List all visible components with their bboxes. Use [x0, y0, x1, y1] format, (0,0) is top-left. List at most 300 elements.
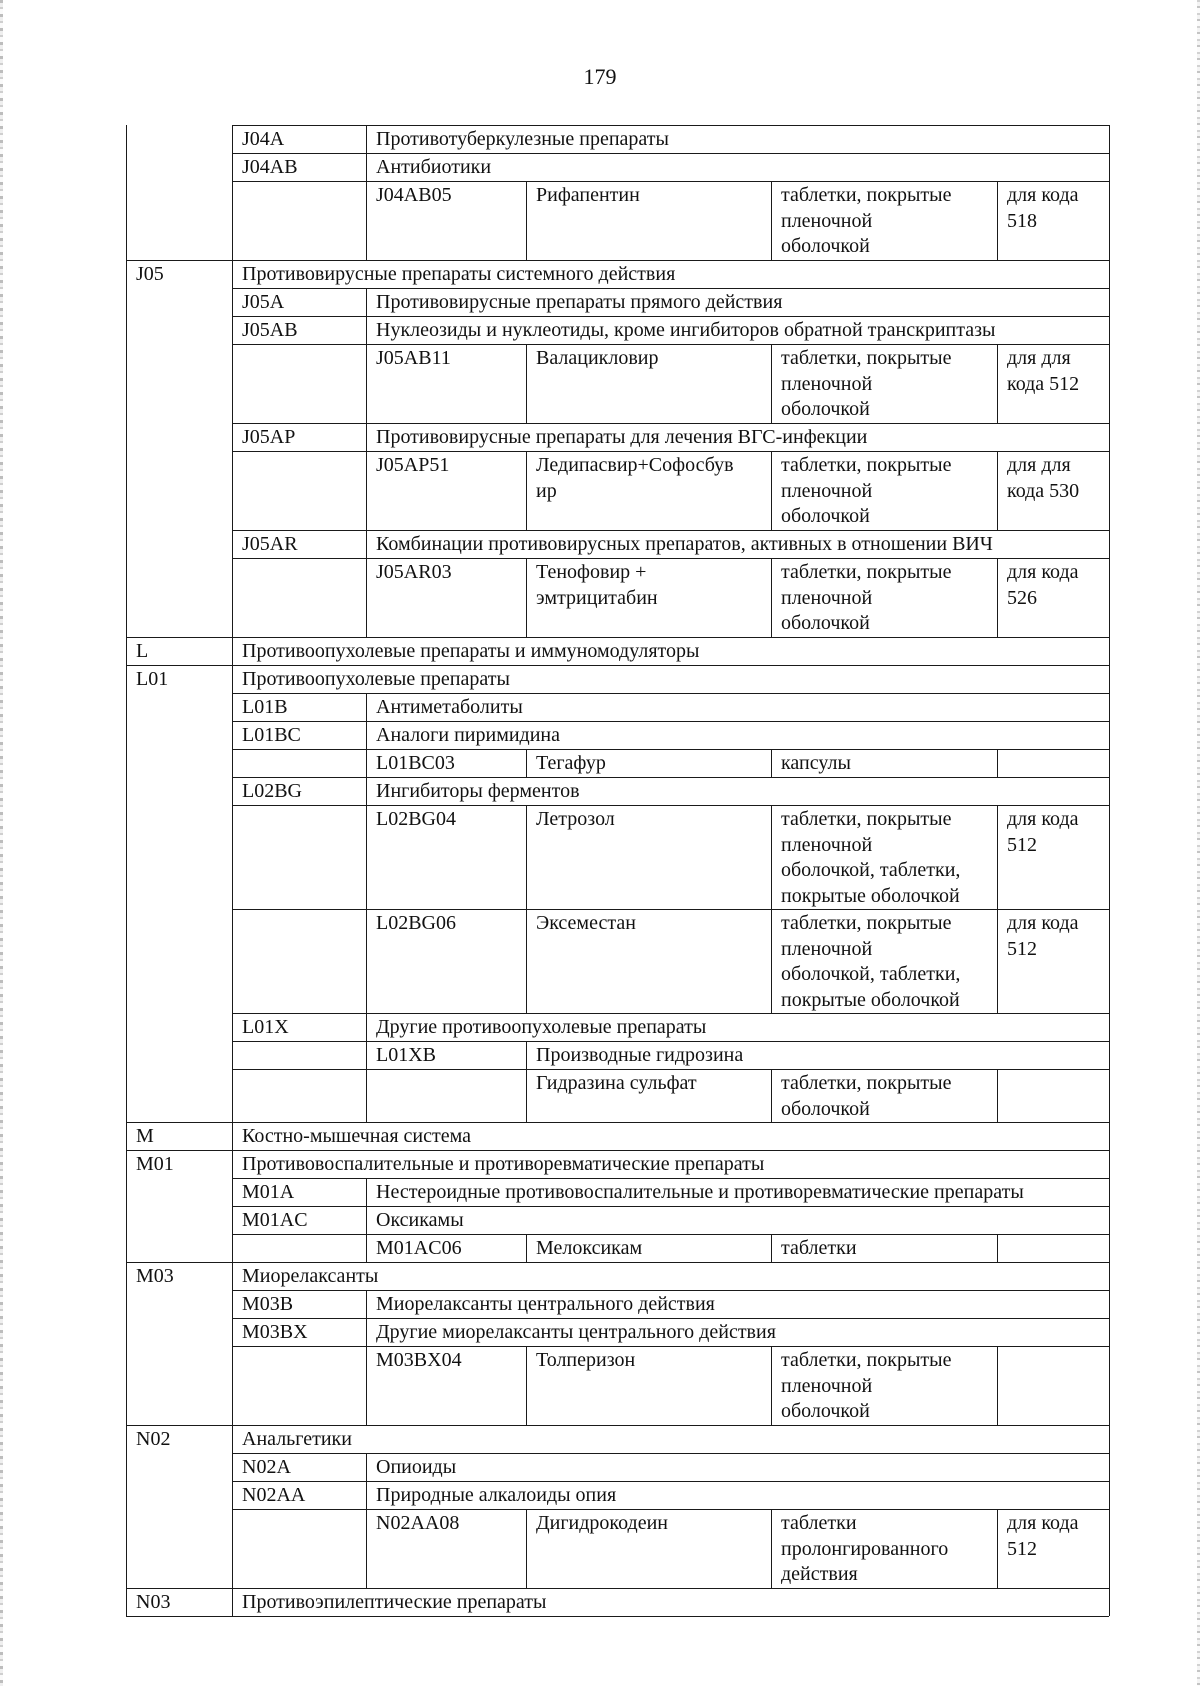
table-vertical-rule [1109, 665, 1110, 693]
table-vertical-rule [366, 1481, 367, 1509]
table-horizontal-rule [232, 558, 1109, 559]
table-vertical-rule [997, 1346, 998, 1425]
table-row [126, 909, 1109, 1013]
drug-code: M03BX04 [376, 1349, 462, 1371]
table-vertical-rule [126, 749, 127, 777]
table-row [126, 637, 1109, 665]
group-title: Нуклеозиды и нуклеотиды, кроме ингибиторов обратной транскриптазы [376, 319, 996, 341]
table-horizontal-rule [232, 1206, 1109, 1207]
table-vertical-rule [771, 909, 772, 1013]
level2-code: J05AB [242, 319, 298, 341]
table-row [126, 1234, 1109, 1262]
table-vertical-rule [126, 288, 127, 316]
code-note: для кода 518 [1007, 184, 1079, 232]
group-title: Другие противоопухолевые препараты [376, 1016, 707, 1038]
table-vertical-rule [1109, 1453, 1110, 1481]
table-vertical-rule [126, 1150, 127, 1178]
table-row [126, 530, 1109, 558]
drug-name: Мелоксикам [536, 1237, 643, 1259]
table-row [126, 1588, 1109, 1616]
table-horizontal-rule [126, 665, 1109, 666]
dosage-form: капсулы [781, 752, 851, 774]
table-vertical-rule [1109, 1481, 1110, 1509]
dosage-form: таблетки, покрытые пленочной оболочкой [781, 347, 952, 420]
code-note: для кода 512 [1007, 808, 1079, 856]
table-vertical-rule [526, 451, 527, 530]
level1-code: N02 [136, 1428, 171, 1450]
table-vertical-rule [366, 558, 367, 637]
group-title: Природные алкалоиды опия [376, 1484, 617, 1506]
table-vertical-rule [366, 1509, 367, 1588]
table-vertical-rule [526, 1234, 527, 1262]
table-vertical-rule [366, 1206, 367, 1234]
table-horizontal-rule [126, 1122, 1109, 1123]
drug-name: Рифапентин [536, 184, 640, 206]
table-vertical-rule [126, 721, 127, 749]
table-vertical-rule [1109, 153, 1110, 181]
table-vertical-rule [1109, 1509, 1110, 1588]
group-title: Противовирусные препараты для лечения ВГС-инфекции [376, 426, 868, 448]
dosage-form: таблетки пролонгированного действия [781, 1512, 949, 1585]
table-vertical-rule [1109, 1122, 1110, 1150]
table-vertical-rule [232, 423, 233, 451]
table-horizontal-rule [232, 451, 1109, 452]
table-vertical-rule [1109, 260, 1110, 288]
table-row [126, 1069, 1109, 1122]
table-vertical-rule [366, 451, 367, 530]
table-vertical-rule [232, 1346, 233, 1425]
table-row [126, 1509, 1109, 1588]
table-vertical-rule [526, 1041, 527, 1069]
table-vertical-rule [232, 125, 233, 153]
table-vertical-rule [366, 1318, 367, 1346]
table-vertical-rule [366, 721, 367, 749]
table-vertical-rule [366, 1346, 367, 1425]
table-horizontal-rule [232, 530, 1109, 531]
table-vertical-rule [126, 1178, 127, 1206]
table-vertical-rule [126, 153, 127, 181]
table-vertical-rule [232, 1453, 233, 1481]
table-vertical-rule [526, 558, 527, 637]
table-row [126, 665, 1109, 693]
table-vertical-rule [366, 693, 367, 721]
table-vertical-rule [126, 1481, 127, 1509]
table-vertical-rule [126, 805, 127, 909]
table-row [126, 316, 1109, 344]
table-row [126, 805, 1109, 909]
dosage-form: таблетки, покрытые пленочной оболочкой [781, 1349, 952, 1422]
table-vertical-rule [232, 1290, 233, 1318]
table-vertical-rule [126, 1346, 127, 1425]
table-vertical-rule [232, 1150, 233, 1178]
table-vertical-rule [526, 181, 527, 260]
table-vertical-rule [126, 1206, 127, 1234]
table-vertical-rule [366, 153, 367, 181]
table-vertical-rule [232, 260, 233, 288]
group-title: Анальгетики [242, 1428, 352, 1450]
drug-name: Ледипасвир+Софосбув ир [536, 454, 734, 502]
table-vertical-rule [1109, 423, 1110, 451]
drug-name: Дигидрокодеин [536, 1512, 669, 1534]
table-vertical-rule [232, 344, 233, 423]
table-vertical-rule [1109, 805, 1110, 909]
group-title: Миорелаксанты центрального действия [376, 1293, 715, 1315]
table-row [126, 153, 1109, 181]
table-vertical-rule [1109, 316, 1110, 344]
table-row [126, 423, 1109, 451]
group-title: Противоопухолевые препараты [242, 668, 510, 690]
table-vertical-rule [126, 558, 127, 637]
table-horizontal-rule [232, 1013, 1109, 1014]
table-vertical-rule [771, 181, 772, 260]
table-row [126, 451, 1109, 530]
table-vertical-rule [1109, 1069, 1110, 1122]
drug-name: Гидразина сульфат [536, 1072, 697, 1094]
group-title: Оксикамы [376, 1209, 464, 1231]
level2-code: J05AP [242, 426, 296, 448]
group-title: Антиметаболиты [376, 696, 523, 718]
group-title: Костно-мышечная система [242, 1125, 472, 1147]
level2-code: L01BC [242, 724, 301, 746]
table-bottom-rule [126, 1616, 1109, 1617]
table-row [126, 1206, 1109, 1234]
drug-code: J05AP51 [376, 454, 450, 476]
table-vertical-rule [232, 1262, 233, 1290]
table-horizontal-rule [126, 637, 1109, 638]
table-vertical-rule [126, 693, 127, 721]
table-vertical-rule [232, 777, 233, 805]
table-vertical-rule [771, 749, 772, 777]
level2-code: J05AR [242, 533, 298, 555]
level2-code: N02AA [242, 1484, 306, 1506]
table-vertical-rule [366, 1178, 367, 1206]
table-horizontal-rule [232, 1481, 1109, 1482]
table-vertical-rule [526, 1069, 527, 1122]
table-row [126, 181, 1109, 260]
table-vertical-rule [126, 125, 127, 153]
table-vertical-rule [366, 749, 367, 777]
table-horizontal-rule [232, 316, 1109, 317]
table-row [126, 1041, 1109, 1069]
table-vertical-rule [232, 1041, 233, 1069]
table-vertical-rule [1109, 1178, 1110, 1206]
table-vertical-rule [232, 1178, 233, 1206]
group-title: Ингибиторы ферментов [376, 780, 580, 802]
table-vertical-rule [232, 1069, 233, 1122]
table-vertical-rule [771, 558, 772, 637]
dosage-form: таблетки, покрытые оболочкой [781, 1072, 952, 1120]
table-horizontal-rule [126, 1150, 1109, 1151]
table-vertical-rule [126, 423, 127, 451]
table-vertical-rule [232, 1318, 233, 1346]
drug-code: J05AB11 [376, 347, 451, 369]
table-vertical-rule [232, 530, 233, 558]
table-row [126, 1425, 1109, 1453]
table-vertical-rule [526, 1346, 527, 1425]
group-title: Противовоспалительные и противоревматические препараты [242, 1153, 765, 1175]
table-vertical-rule [232, 805, 233, 909]
table-vertical-rule [126, 1234, 127, 1262]
drug-code: L01BC03 [376, 752, 455, 774]
table-vertical-rule [126, 1013, 127, 1041]
table-row [126, 1290, 1109, 1318]
table-vertical-rule [366, 1453, 367, 1481]
table-horizontal-rule [126, 260, 1109, 261]
table-row [126, 1150, 1109, 1178]
table-vertical-rule [232, 1122, 233, 1150]
table-vertical-rule [232, 153, 233, 181]
dosage-form: таблетки, покрытые пленочной оболочкой [781, 454, 952, 527]
table-horizontal-rule [232, 1509, 1109, 1510]
table-horizontal-rule [232, 153, 1109, 154]
dosage-form: таблетки, покрытые пленочной оболочкой, таблетки, покрытые оболочкой [781, 912, 961, 1011]
table-vertical-rule [997, 558, 998, 637]
level1-code: L01 [136, 668, 169, 690]
table-vertical-rule [1109, 777, 1110, 805]
table-horizontal-rule [232, 125, 1109, 126]
table-vertical-rule [366, 530, 367, 558]
table-horizontal-rule [232, 1346, 1109, 1347]
table-vertical-rule [1109, 1041, 1110, 1069]
table-horizontal-rule [232, 1234, 1109, 1235]
dosage-form: таблетки, покрытые пленочной оболочкой [781, 184, 952, 257]
table-vertical-rule [366, 1013, 367, 1041]
table-vertical-rule [526, 344, 527, 423]
table-vertical-rule [126, 909, 127, 1013]
code-note: для для кода 530 [1007, 454, 1080, 502]
table-vertical-rule [366, 1041, 367, 1069]
table-horizontal-rule [126, 1262, 1109, 1263]
table-vertical-rule [126, 1453, 127, 1481]
table-vertical-rule [126, 1588, 127, 1616]
table-horizontal-rule [232, 1453, 1109, 1454]
level1-code: M01 [136, 1153, 174, 1175]
table-row [126, 1481, 1109, 1509]
table-vertical-rule [366, 805, 367, 909]
table-vertical-rule [366, 181, 367, 260]
group-title: Другие миорелаксанты центрального действия [376, 1321, 776, 1343]
table-row [126, 693, 1109, 721]
scan-edge-left [0, 0, 3, 1686]
table-vertical-rule [997, 1234, 998, 1262]
table-vertical-rule [1109, 637, 1110, 665]
table-vertical-rule [366, 344, 367, 423]
table-row [126, 1262, 1109, 1290]
table-horizontal-rule [232, 344, 1109, 345]
table-vertical-rule [526, 1509, 527, 1588]
table-vertical-rule [1109, 344, 1110, 423]
table-vertical-rule [997, 909, 998, 1013]
table-vertical-rule [1109, 1425, 1110, 1453]
table-vertical-rule [232, 665, 233, 693]
table-vertical-rule [126, 181, 127, 260]
table-row [126, 721, 1109, 749]
group-title: Комбинации противовирусных препаратов, активных в отношении ВИЧ [376, 533, 993, 555]
table-vertical-rule [126, 451, 127, 530]
table-vertical-rule [126, 1122, 127, 1150]
table-horizontal-rule [232, 181, 1109, 182]
table-row [126, 749, 1109, 777]
table-vertical-rule [1109, 1234, 1110, 1262]
code-note: для кода 512 [1007, 912, 1079, 960]
table-row [126, 344, 1109, 423]
table-vertical-rule [997, 451, 998, 530]
drug-name: Летрозол [536, 808, 615, 830]
table-row [126, 125, 1109, 153]
table-vertical-rule [126, 316, 127, 344]
level2-code: J05A [242, 291, 285, 313]
group-title: Противоопухолевые препараты и иммуномодуляторы [242, 640, 700, 662]
table-vertical-rule [232, 451, 233, 530]
table-vertical-rule [997, 805, 998, 909]
table-vertical-rule [366, 423, 367, 451]
table-vertical-rule [232, 909, 233, 1013]
table-vertical-rule [1109, 1206, 1110, 1234]
table-vertical-rule [126, 1318, 127, 1346]
table-vertical-rule [1109, 693, 1110, 721]
table-vertical-rule [1109, 1290, 1110, 1318]
level1-code: M [136, 1125, 154, 1147]
group-title: Противотуберкулезные препараты [376, 128, 669, 150]
table-vertical-rule [126, 530, 127, 558]
drug-code: J04AB05 [376, 184, 452, 206]
level2-code: M03BX [242, 1321, 308, 1343]
group-title: Противовирусные препараты системного действия [242, 263, 676, 285]
table-vertical-rule [366, 909, 367, 1013]
drug-name: Тенофовир + эмтрицитабин [536, 561, 658, 609]
dosage-form: таблетки [781, 1237, 857, 1259]
table-vertical-rule [232, 693, 233, 721]
table-vertical-rule [366, 1290, 367, 1318]
table-vertical-rule [232, 558, 233, 637]
table-vertical-rule [232, 181, 233, 260]
table-horizontal-rule [232, 805, 1109, 806]
table-vertical-rule [1109, 530, 1110, 558]
level2-code: M03B [242, 1293, 294, 1315]
table-vertical-rule [771, 1069, 772, 1122]
level1-code: N03 [136, 1591, 171, 1613]
table-vertical-rule [366, 125, 367, 153]
level2-code: M01AC [242, 1209, 308, 1231]
table-vertical-rule [1109, 451, 1110, 530]
page-number: 179 [583, 64, 617, 89]
table-vertical-rule [232, 1013, 233, 1041]
drug-code: J05AR03 [376, 561, 452, 583]
table-vertical-rule [126, 665, 127, 693]
table-vertical-rule [232, 1481, 233, 1509]
table-vertical-rule [997, 749, 998, 777]
table-vertical-rule [126, 1069, 127, 1122]
level2-code: J04A [242, 128, 285, 150]
table-vertical-rule [997, 1069, 998, 1122]
group-title: Производные гидрозина [536, 1044, 744, 1066]
table-horizontal-rule [232, 288, 1109, 289]
table-vertical-rule [232, 288, 233, 316]
table-vertical-rule [997, 181, 998, 260]
table-vertical-rule [232, 1206, 233, 1234]
drug-name: Валацикловир [536, 347, 659, 369]
table-vertical-rule [1109, 1318, 1110, 1346]
group-title: Опиоиды [376, 1456, 457, 1478]
table-row [126, 1122, 1109, 1150]
group-title: Аналоги пиримидина [376, 724, 561, 746]
table-vertical-rule [126, 637, 127, 665]
table-vertical-rule [232, 637, 233, 665]
level2-code: J04AB [242, 156, 298, 178]
drug-code: L02BG04 [376, 808, 456, 830]
table-row [126, 1318, 1109, 1346]
table-row [126, 1346, 1109, 1425]
table-vertical-rule [232, 1509, 233, 1588]
table-vertical-rule [771, 344, 772, 423]
code-note: для для кода 512 [1007, 347, 1080, 395]
table-row [126, 1013, 1109, 1041]
table-horizontal-rule [232, 909, 1109, 910]
table-vertical-rule [526, 749, 527, 777]
table-horizontal-rule [232, 1041, 1109, 1042]
table-vertical-rule [771, 1509, 772, 1588]
table-vertical-rule [1109, 909, 1110, 1013]
table-vertical-rule [232, 1425, 233, 1453]
table-vertical-rule [126, 1262, 127, 1290]
drug-name: Эксеместан [536, 912, 636, 934]
table-horizontal-rule [126, 1425, 1109, 1426]
level2-code: L01X [242, 1016, 289, 1038]
table-vertical-rule [771, 805, 772, 909]
level1-code: J05 [136, 263, 164, 285]
level2-code: L02BG [242, 780, 302, 802]
table-horizontal-rule [232, 721, 1109, 722]
table-vertical-rule [126, 344, 127, 423]
table-horizontal-rule [126, 1588, 1109, 1589]
table-vertical-rule [1109, 1150, 1110, 1178]
drug-code: M01AC06 [376, 1237, 462, 1259]
table-vertical-rule [1109, 1346, 1110, 1425]
table-row [126, 1453, 1109, 1481]
table-vertical-rule [126, 1425, 127, 1453]
table-vertical-rule [526, 805, 527, 909]
dosage-form: таблетки, покрытые пленочной оболочкой [781, 561, 952, 634]
table-vertical-rule [1109, 181, 1110, 260]
table-horizontal-rule [232, 1178, 1109, 1179]
table-vertical-rule [232, 1588, 233, 1616]
table-vertical-rule [126, 1041, 127, 1069]
table-horizontal-rule [232, 423, 1109, 424]
table-vertical-rule [997, 1509, 998, 1588]
code-note: для кода 526 [1007, 561, 1079, 609]
dosage-form: таблетки, покрытые пленочной оболочкой, таблетки, покрытые оболочкой [781, 808, 961, 907]
table-vertical-rule [1109, 558, 1110, 637]
group-title: Антибиотики [376, 156, 492, 178]
group-title: Миорелаксанты [242, 1265, 379, 1287]
code-note: для кода 512 [1007, 1512, 1079, 1560]
table-vertical-rule [126, 260, 127, 288]
table-vertical-rule [1109, 721, 1110, 749]
table-horizontal-rule [232, 1318, 1109, 1319]
table-row [126, 288, 1109, 316]
table-vertical-rule [366, 1234, 367, 1262]
table-vertical-rule [1109, 125, 1110, 153]
table-row [126, 260, 1109, 288]
table-row [126, 558, 1109, 637]
table-vertical-rule [366, 777, 367, 805]
group-title: Противовирусные препараты прямого действия [376, 291, 783, 313]
level1-code: M03 [136, 1265, 174, 1287]
drug-code: L02BG06 [376, 912, 456, 934]
level3-code: L01XB [376, 1044, 436, 1066]
table-horizontal-rule [232, 749, 1109, 750]
table-vertical-rule [1109, 749, 1110, 777]
